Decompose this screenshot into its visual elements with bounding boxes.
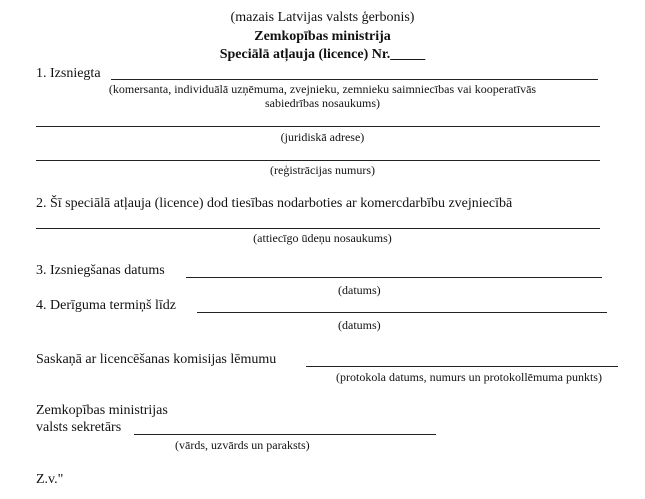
license-title: Speciālā atļauja (licence) Nr._____: [219, 47, 426, 62]
commission-caption: (protokola datums, numurs un protokollēmuma punkts): [336, 370, 602, 384]
issue-date-label: 3. Izsniegšanas datums: [36, 263, 165, 278]
legal-address-line[interactable]: [36, 126, 600, 127]
issue-date-line[interactable]: [186, 277, 602, 278]
ministry-title: Zemkopības ministrija: [254, 29, 391, 44]
issued-to-label: 1. Izsniegta: [36, 66, 101, 81]
valid-until-caption: (datums): [338, 318, 381, 332]
issued-to-caption-2: sabiedrības nosaukums): [265, 96, 380, 110]
registration-number-caption: (reģistrācijas numurs): [270, 163, 375, 177]
permit-rights-text: 2. Šī speciālā atļauja (licence) dod tiesības nodarboties ar komercdarbību zvejniecībā: [36, 196, 513, 211]
emblem-note: (mazais Latvijas valsts ģerbonis): [230, 10, 415, 25]
waters-name-line[interactable]: [36, 228, 600, 229]
valid-until-line[interactable]: [197, 312, 607, 313]
valid-until-label: 4. Derīguma termiņš līdz: [36, 298, 176, 313]
signature-line[interactable]: [134, 434, 436, 435]
issued-to-caption-1: (komersanta, individuālā uzņēmuma, zvejnieku, zemnieku saimniecības vai kooperatīvās: [108, 82, 537, 96]
stamp-place: Z.v.": [36, 472, 64, 487]
commission-decision-line[interactable]: [306, 366, 618, 367]
signatory-title-1: Zemkopības ministrijas: [36, 403, 168, 418]
issue-date-caption: (datums): [338, 283, 381, 297]
signature-caption: (vārds, uzvārds un paraksts): [175, 438, 310, 452]
issued-to-line[interactable]: [111, 79, 598, 80]
commission-label: Saskaņā ar licencēšanas komisijas lēmumu: [36, 352, 277, 367]
legal-address-caption: (juridiskā adrese): [280, 130, 365, 144]
signatory-title-2: valsts sekretārs: [36, 420, 122, 435]
waters-name-caption: (attiecīgo ūdeņu nosaukums): [253, 231, 392, 245]
registration-number-line[interactable]: [36, 160, 600, 161]
